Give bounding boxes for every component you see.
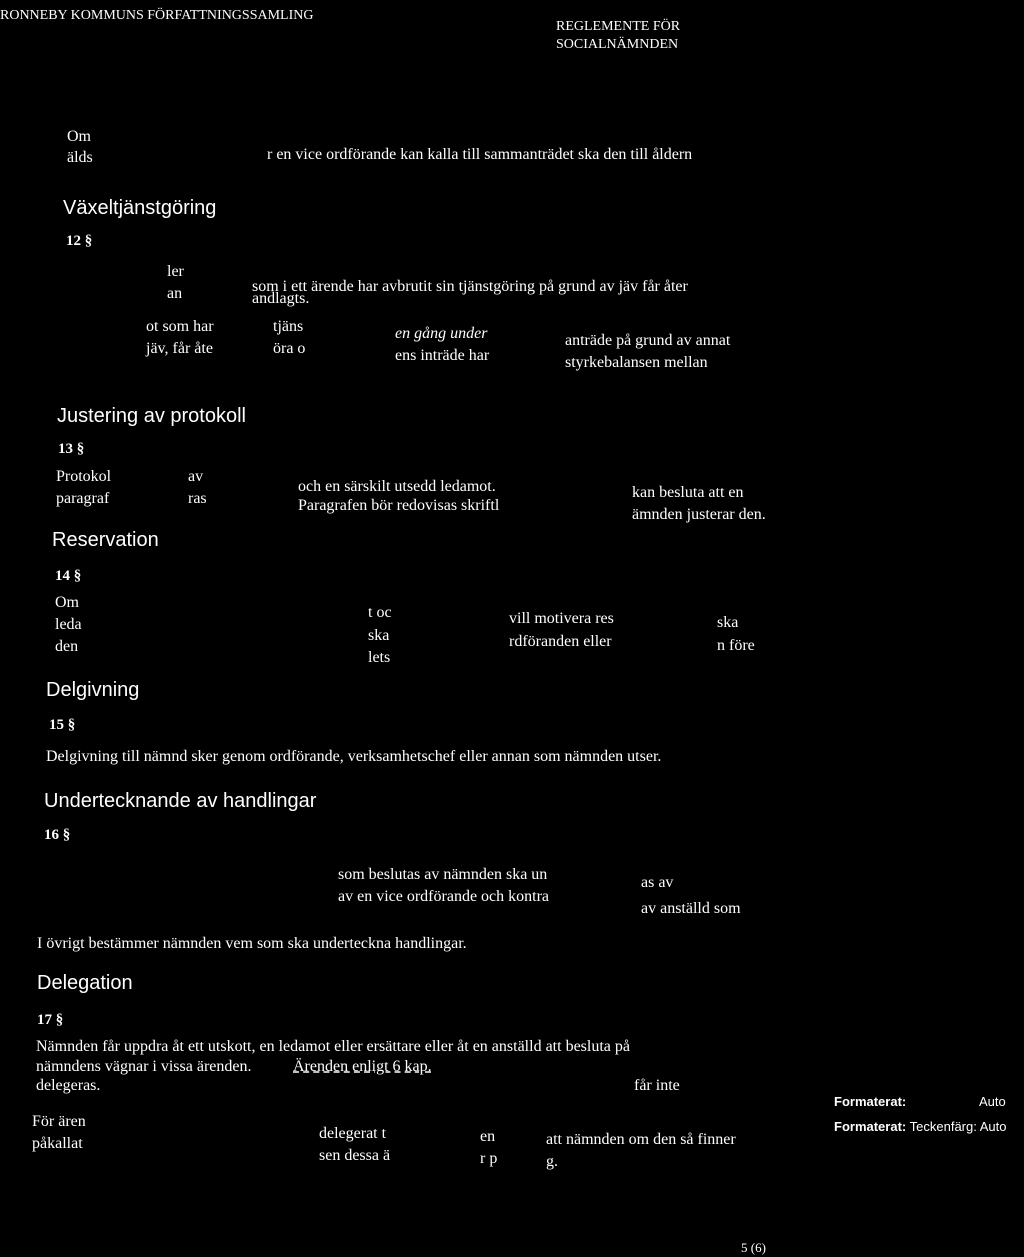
margin-note-label: Formaterat: [834,1119,907,1134]
text-fragment: styrkebalansen mellan [565,354,708,371]
text-fragment: ler [167,263,184,280]
text-fragment: sen dessa ä [319,1147,391,1164]
intro-text: r en vice ordförande kan kalla till sammanträdet ska den till åldern [267,146,693,163]
section-number: 17 § [37,1012,64,1028]
text-fragment: av [188,468,204,485]
section-number: 16 § [44,827,71,843]
text-fragment: ska [368,627,390,644]
section-number: 14 § [55,568,82,584]
text-fragment: den [55,638,79,655]
text-fragment: vill motivera res [509,610,614,627]
document-header-right-line2: SOCIALNÄMNDEN [556,37,679,52]
text-fragment: ämnden justerar den. [632,506,766,523]
paragraph-text: Nämnden får uppdra åt ett utskott, en ledamot eller ersättare eller åt en anställd att besluta på [36,1038,630,1055]
section-number: 12 § [66,233,93,249]
text-fragment: öra o [273,340,306,357]
section-heading: Reservation [52,529,159,551]
text-fragment: tjäns [273,318,304,335]
text-fragment: påkallat [32,1135,83,1152]
text-fragment: För ären [32,1113,86,1130]
text-fragment: och en särskilt utsedd ledamot. [298,478,496,495]
section-heading: Växeltjänstgöring [63,197,217,219]
text-fragment: an [167,285,183,302]
text-fragment: av anställd som [641,900,741,917]
margin-note [834,1119,1006,1135]
paragraph-text: nämndens vägnar i vissa ärenden. [36,1058,252,1075]
paragraph-text: I övrigt bestämmer nämnden vem som ska underteckna handlingar. [37,935,467,952]
document-header-right-line1: REGLEMENTE FÖR [556,19,681,34]
paragraph-text: delegeras. [36,1077,101,1094]
text-fragment: får inte [634,1077,680,1094]
section-number: 13 § [58,441,85,457]
text-fragment: r p [480,1150,498,1167]
text-fragment: av en vice ordförande och kontra [338,888,550,905]
intro-fragment: Om [67,128,91,145]
text-fragment: anträde på grund av annat [565,332,731,349]
text-fragment: ot som har [146,318,214,335]
section-number: 15 § [49,717,76,733]
section-heading: Delgivning [46,679,140,701]
section-heading: Delegation [37,972,133,994]
text-fragment: paragraf [56,490,110,507]
intro-fragment: älds [67,149,93,166]
text-fragment: kan besluta att en [632,484,744,501]
text-fragment: ras [188,490,207,507]
text-fragment: som beslutas av nämnden ska un [338,866,548,883]
margin-note-value: Auto [979,1094,1006,1109]
text-fragment: t oc [368,604,392,621]
section-heading: Undertecknande av handlingar [44,790,317,812]
text-fragment: n före [717,637,755,654]
text-fragment: leda [55,616,82,633]
text-fragment: Protokol [56,468,112,485]
margin-note-value: Teckenfärg: Auto [909,1119,1007,1134]
document-header-left: RONNEBY KOMMUNS FÖRFATTNINGSSAMLING [0,8,314,23]
struck-text: Ärenden enligt 6 kap. [293,1058,432,1075]
text-fragment: en gång under [395,325,488,342]
text-fragment: Om [55,594,79,611]
text-fragment: as av [641,874,674,891]
margin-note [834,1094,906,1110]
text-fragment: delegerat t [319,1125,387,1142]
text-fragment: en [480,1128,496,1145]
page-number: 5 (6) [741,1240,766,1255]
text-fragment: lets [368,649,391,666]
text-fragment: jäv, får åte [146,340,213,357]
text-fragment: som i ett ärende har avbrutit sin tjänstgöring på grund av jäv får åter [252,278,688,295]
text-fragment: ens inträde har [395,347,490,364]
text-fragment: ska [717,614,739,631]
text-fragment: att nämnden om den så finner [546,1131,736,1148]
paragraph-text: Delgivning till nämnd sker genom ordförande, verksamhetschef eller annan som nämnden utser. [46,748,662,765]
section-heading: Justering av protokoll [57,405,246,427]
text-fragment: rdföranden eller [509,633,612,650]
text-fragment: Paragrafen bör redovisas skriftl [298,497,500,514]
margin-note-label: Formaterat: [834,1094,907,1109]
text-fragment: g. [546,1153,558,1170]
text-fragment: andlagts. [252,290,310,307]
